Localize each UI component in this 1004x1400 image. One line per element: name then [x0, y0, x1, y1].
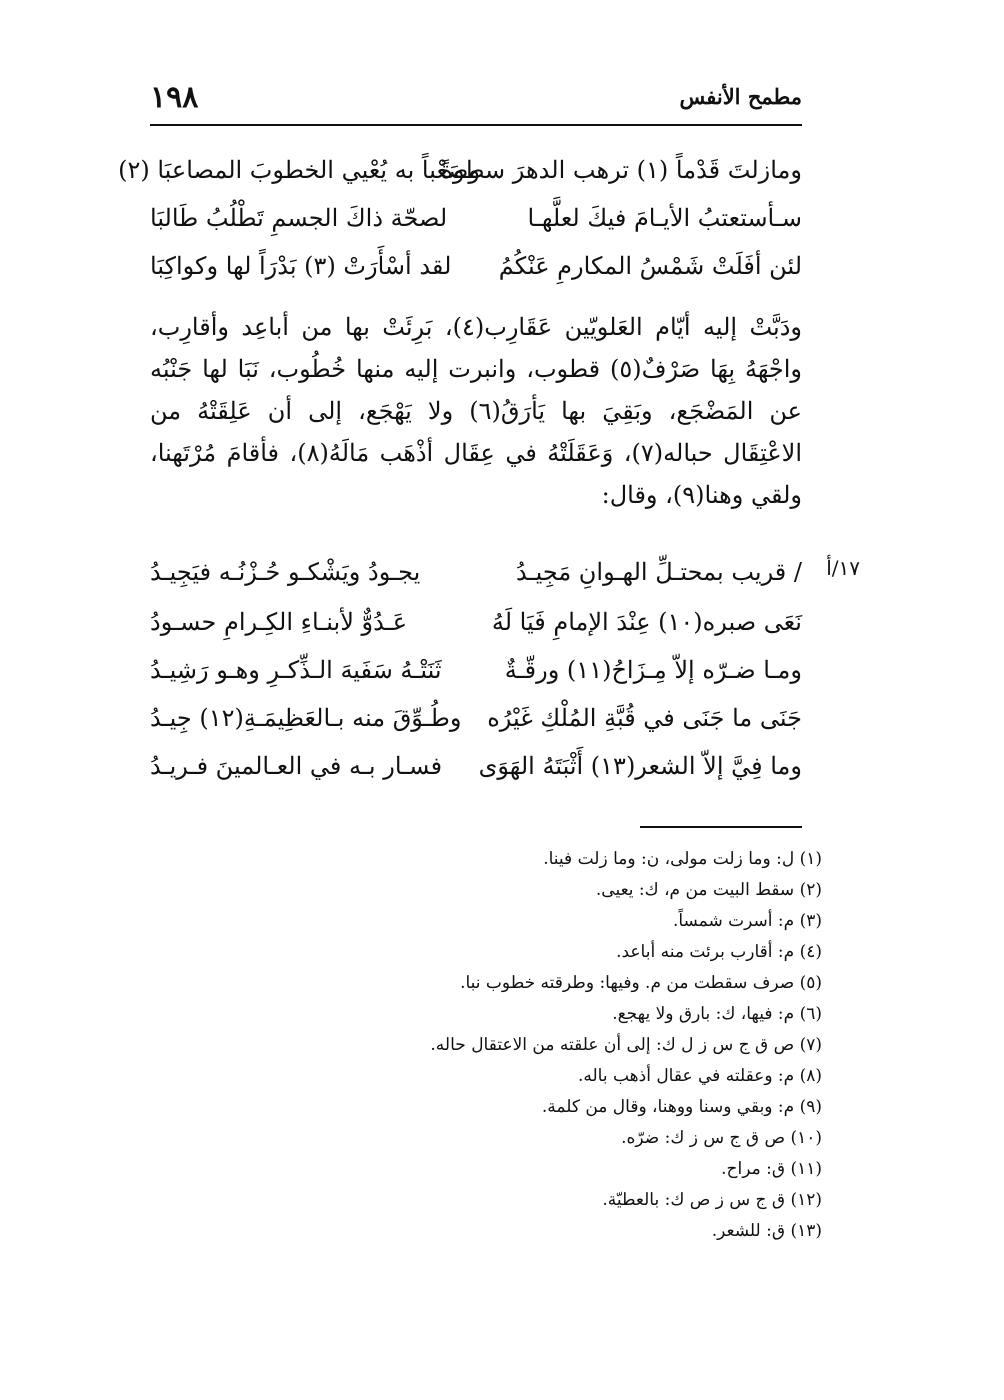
verse-first-hemistich: ومازلتَ قَدْماً (١) ترهب الدهرَ سطوةً — [440, 156, 802, 184]
footnote: (٢) سقط البيت من م، ك: يعيى. — [595, 880, 822, 900]
verse-line — [150, 548, 802, 596]
verse-second-hemistich: يجـودُ ويَشْكـو حُـزْنُـه فيَجِيـدُ — [150, 558, 421, 586]
verse-first-hemistich: نَعَى صبره(١٠) عِنْدَ الإمامِ فَيَا لَهُ — [491, 608, 802, 636]
header-divider — [150, 124, 802, 126]
footnote: (٧) ص ق ج س ز ل ك: إلى أن علقته من الاعتقال حاله. — [430, 1035, 822, 1055]
verse-line — [118, 146, 802, 194]
running-title: مطمح الأنفس — [679, 84, 802, 109]
footnote: (١٠) ص ق ج س ز ك: ضرّه. — [621, 1128, 822, 1148]
verse-first-hemistich: لئن أفَلَتْ شَمْسُ المكارمِ عَنْكُمُ — [498, 252, 802, 280]
verse-second-hemistich: لقد أسْأَرَتْ (٣) بَدْرَاً لها وكواكِبَا — [150, 252, 452, 280]
verse-line — [150, 242, 802, 290]
verse-first-hemistich: سـأستعتبُ الأيـامَ فيكَ لعلَّهـا — [527, 204, 802, 232]
verse-line — [150, 194, 802, 242]
verse-first-hemistich: ومـا ضـرّه إلاّ مِـزَاحُ(١١) ورقّـةٌ — [504, 656, 802, 684]
footnote: (١١) ق: مراح. — [721, 1159, 822, 1179]
verse-first-hemistich: وما فِيَّ إلاّ الشعر(١٣) أَثْبَتَهُ الهَوَى — [478, 752, 802, 780]
footnote: (٦) م: فيها، ك: بارق ولا يهجع. — [612, 1004, 822, 1024]
verse-line — [150, 646, 802, 694]
verse-second-hemistich: وطُـوِّقَ منه بـالعَظِيمَـةِ(١٢) جِيـدُ — [150, 704, 462, 732]
footnote: (١٣) ق: للشعر. — [711, 1221, 822, 1241]
verse-second-hemistich: فسـار بـه في العـالمينَ فـريـدُ — [150, 752, 443, 780]
footnotes-divider — [640, 826, 802, 828]
verse-line — [150, 742, 802, 790]
prose-paragraph: ودَبَّتْ إليه أيّام العَلويّين عَقَارِب(٤)، بَرِئَتْ بها من أباعِد وأقارِب، واجْهَهُ بِهَا صَرْفٌ(٥) قطوب، وانبرت إليه منها خُطُوب، نَبَا لها جَنْبُه عن المَضْجَع، وبَقِيَ بها يَأرَقُ(٦) ولا يَهْجَع، إلى أن عَلِقَتْهُ من الاعْتِقَال حباله(٧)، وَعَقَلَتْهُ في عِقَال أذْهَب مَالَهُ(٨)، فأقامَ مُرْتَهنا، ولقي وهنا(٩)، وقال: — [150, 313, 802, 509]
verse-second-hemistich: ثَنَتْـهُ سَفَيهَ الـذِّكـرِ وهـو رَشِيـدُ — [150, 656, 442, 684]
folio-marker: ١٧/أ — [826, 556, 860, 580]
footnote: (٨) م: وعقلته في عقال أذهب باله. — [577, 1066, 822, 1086]
verse-line — [150, 694, 802, 742]
verse-first-hemistich: جَنَى ما جَنَى في قُبَّةِ المُلْكِ غَيْرُه — [487, 704, 802, 732]
footnote: (٩) م: وبقي وسنا ووهنا، وقال من كلمة. — [541, 1097, 822, 1117]
footnote: (٤) م: أقارب برئت منه أباعد. — [616, 942, 822, 962]
verse-line — [150, 598, 802, 646]
footnotes-list — [150, 844, 822, 1247]
verse-second-hemistich: عَـدُوٌّ لأبنـاءِ الكِـرامِ حسـودُ — [150, 608, 408, 636]
footnote: (٥) صرف سقطت من م. وفيها: وطرقته خطوب نبا. — [460, 973, 822, 993]
verse-first-hemistich: / قريب بمحتـلِّ الهـوانِ مَجِيـدُ — [515, 558, 802, 586]
footnote: (١) ل: وما زلت مولى، ن: وما زلت فينا. — [543, 849, 822, 869]
footnote: (١٢) ق ج س ز ص ك: بالعطيّة. — [602, 1190, 822, 1210]
page-number: ١٩٨ — [150, 80, 199, 115]
footnote: (٣) م: أسرت شمساً. — [672, 911, 822, 931]
verse-second-hemistich: لصحّة ذاكَ الجسمِ تَطْلُبُ طَالبَا — [150, 204, 448, 232]
verse-second-hemistich: وصَعْباً به يُعْيي الخطوبَ المصاعبَا (٢) — [118, 156, 480, 184]
